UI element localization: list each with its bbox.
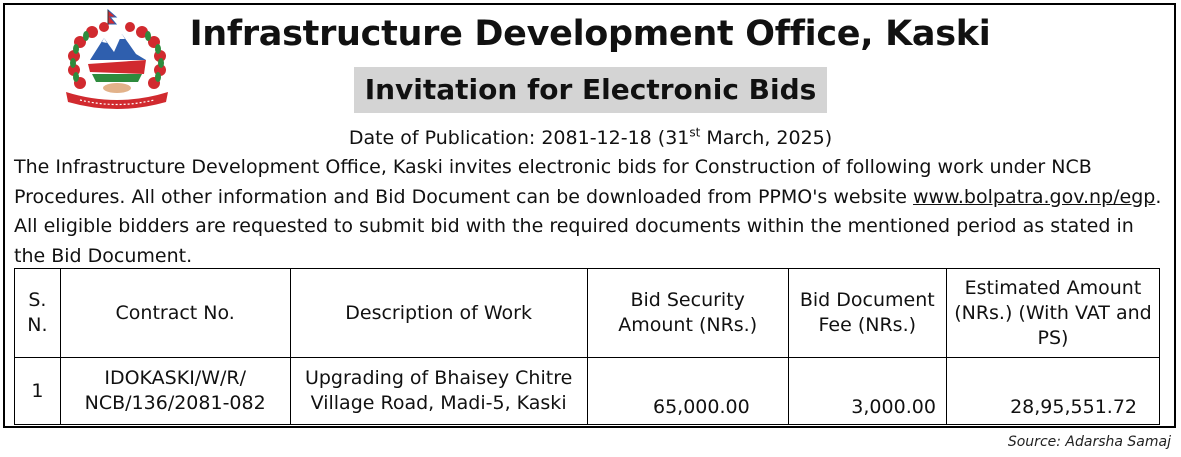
intro-text-1: The Infrastructure Development Office, Kaski invites electronic bids for Construction of following work under NCB Procedures. All other information and Bid Document can be downloaded from PPMO's website bbox=[14, 156, 1092, 208]
header-description: Description of Work bbox=[290, 269, 587, 358]
header-estimated-amount: Estimated Amount (NRs.) (With VAT and PS) bbox=[946, 269, 1159, 358]
intro-text-2: . All eligible bidders are requested to submit bid with the required documents within the mentioned period as stated in the Bid Document. bbox=[14, 185, 1162, 267]
header-sn: S. N. bbox=[15, 269, 61, 358]
table-row bbox=[15, 358, 1160, 425]
source-credit: Source: Adarsha Samaj bbox=[1007, 434, 1171, 450]
ppmo-website-link[interactable]: www.bolpatra.gov.np/egp bbox=[913, 185, 1156, 208]
header-bid-security: Bid Security Amount (NRs.) bbox=[587, 269, 788, 358]
header-bid-doc-fee: Bid Document Fee (NRs.) bbox=[788, 269, 946, 358]
bid-table bbox=[14, 268, 1160, 425]
cell-bid-doc-fee: 3,000.00 bbox=[788, 358, 946, 425]
notice-subtitle: Invitation for Electronic Bids bbox=[354, 67, 828, 113]
office-title: Infrastructure Development Office, Kaski bbox=[189, 14, 991, 54]
cell-sn: 1 bbox=[15, 358, 61, 425]
publication-date: Date of Publication: 2081-12-18 (31st March, 2025) bbox=[348, 125, 833, 149]
cell-contract-no: IDOKASKI/W/R/ NCB/136/2081-082 bbox=[60, 358, 290, 425]
intro-paragraph bbox=[14, 153, 1168, 271]
table-header-row bbox=[15, 269, 1160, 358]
cell-bid-security: 65,000.00 bbox=[587, 358, 788, 425]
header-contract-no: Contract No. bbox=[60, 269, 290, 358]
cell-description: Upgrading of Bhaisey Chitre Village Road, Madi-5, Kaski bbox=[290, 358, 587, 425]
cell-estimated-amount: 28,95,551.72 bbox=[946, 358, 1159, 425]
